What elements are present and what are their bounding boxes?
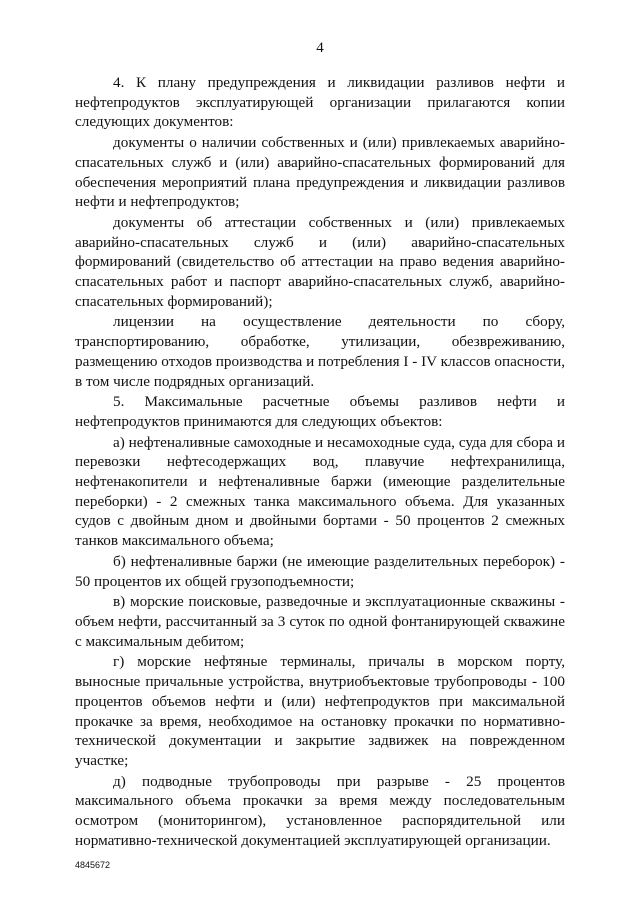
paragraph-rescue-services-docs: документы о наличии собственных и (или) привлекаемых аварийно-спасательных служб и (или) аварийно-спасательных формирований для обеспечения мероприятий плана предупреждения и ликвидации разливов нефти и нефтепродуктов; [75, 134, 565, 211]
paragraph-item-5: 5. Максимальные расчетные объемы разливов нефти и нефтепродуктов принимаются для следующих объектов: [75, 393, 565, 430]
document-code: 4845672 [75, 860, 111, 870]
paragraph-subitem-g: г) морские нефтяные терминалы, причалы в морском порту, выносные причальные устройства, внутриобъектовые трубопроводы - 100 процентов объемов нефти и (или) нефтепродуктов при максимальной прокачке за время, необходимое на остановку прокачки по нормативно-технической документации и закрытие задвижек на поврежденном участке; [75, 653, 565, 769]
paragraph-item-4: 4. К плану предупреждения и ликвидации разливов нефти и нефтепродуктов эксплуатирующей организации прилагаются копии следующих документов: [75, 74, 565, 131]
paragraph-subitem-b: б) нефтеналивные баржи (не имеющие разделительных переборок) - 50 процентов их общей грузоподъемности; [75, 552, 565, 590]
paragraph-attestation-docs: документы об аттестации собственных и (или) привлекаемых аварийно-спасательных служб и (или) аварийно-спасательных формирований (свидетельство об аттестации на право ведения аварийно-спасательных работ и паспорт аварийно-спасательных служб, аварийно-спасательных формирований); [75, 213, 565, 310]
paragraph-subitem-v: в) морские поисковые, разведочные и эксплуатационные скважины - объем нефти, рассчитанный за 3 суток по одной фонтанирующей скважине с максимальным дебитом; [75, 593, 565, 650]
page-number: 4 [316, 40, 324, 56]
paragraph-subitem-d: д) подводные трубопроводы при разрыве - 25 процентов максимального объема прокачки за время между последовательным осмотром (мониторингом), установленное распорядительной или нормативно-технической документацией эксплуатирующей организации. [75, 772, 565, 849]
paragraph-licenses: лицензии на осуществление деятельности по сбору, транспортированию, обработке, утилизации, обезвреживанию, размещению отходов производства и потребления I - IV классов опасности, в том числе подрядных организаций. [75, 313, 565, 390]
document-body [75, 73, 565, 850]
paragraph-subitem-a: а) нефтеналивные самоходные и несамоходные суда, суда для сбора и перевозки нефтесодержащих вод, плавучие нефтехранилища, нефтенакопители и нефтеналивные баржи (имеющие разделительные переборки) - 2 смежных танка максимального объема. Для указанных судов с двойным дном и двойными бортами - 50 процентов 2 смежных танков максимального объема; [75, 433, 565, 550]
